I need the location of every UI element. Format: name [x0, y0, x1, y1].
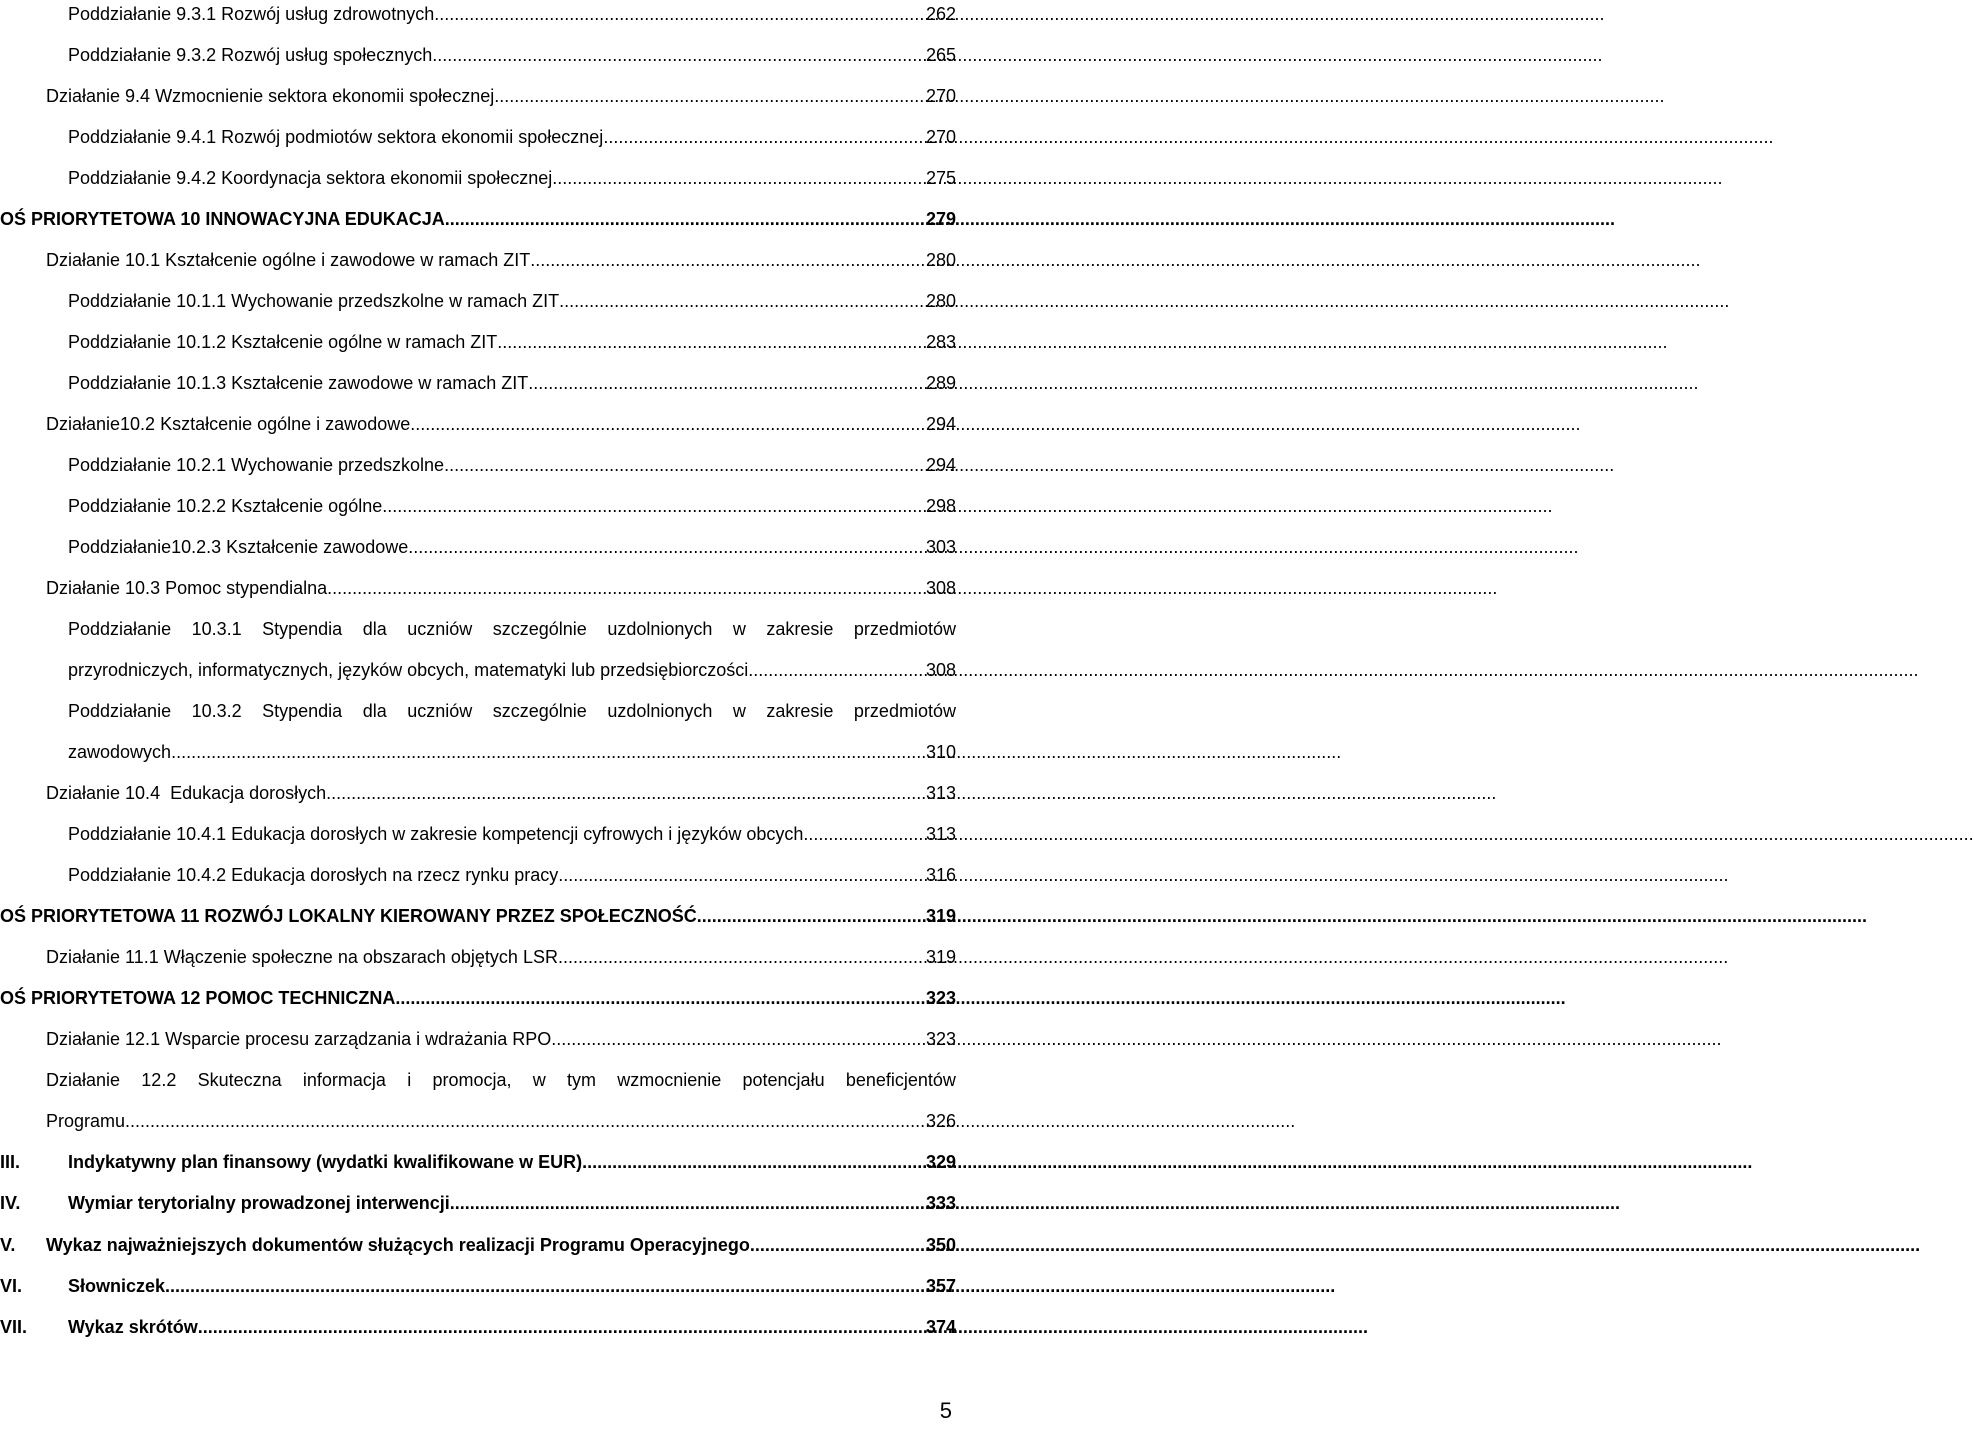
toc-entry-chapter[interactable]: [0, 1151, 956, 1173]
toc-entry-chapter[interactable]: [0, 1275, 956, 1297]
toc-entry-roman: VII.: [0, 1317, 28, 1337]
toc-entry-page: 279: [925, 209, 956, 229]
toc-entry[interactable]: [46, 249, 956, 271]
toc-entry-page: 303: [925, 537, 956, 557]
toc-entry-title: Poddziałanie 9.3.1 Rozwój usług zdrowotnych: [68, 4, 435, 24]
toc-entry-chapter[interactable]: [0, 1192, 956, 1214]
toc-entry-title: OŚ PRIORYTETOWA 12 POMOC TECHNICZNA: [0, 988, 396, 1008]
toc-entry[interactable]: [68, 44, 956, 66]
toc-entry-chapter[interactable]: [0, 1316, 956, 1338]
toc-entry-page: 294: [925, 455, 956, 475]
toc-entry[interactable]: [46, 1110, 956, 1132]
toc-entry-title: Poddziałanie 9.3.2 Rozwój usług społecznych: [68, 45, 433, 65]
toc-entry-priority-axis[interactable]: [0, 208, 956, 230]
toc-entry[interactable]: [68, 372, 956, 394]
toc-entry-page: 326: [925, 1111, 956, 1131]
toc-entry[interactable]: [68, 126, 956, 148]
toc-entry-page: 333: [925, 1193, 956, 1213]
toc-entry-title: Poddziałanie 10.1.1 Wychowanie przedszkolne w ramach ZIT: [68, 291, 560, 311]
toc-entry-page: 265: [925, 45, 956, 65]
page-number: 5: [939, 1398, 952, 1423]
toc-entry-page: 283: [925, 332, 956, 352]
toc-entry-title: Działanie 10.3 Pomoc stypendialna: [46, 578, 328, 598]
toc-entry-page: 319: [925, 906, 956, 926]
toc-entry-line1[interactable]: Poddziałanie 10.3.1 Stypendia dla uczniów szczególnie uzdolnionych w zakresie przedmiotów: [68, 619, 956, 639]
toc-entry-page: 323: [925, 1029, 956, 1049]
toc-entry[interactable]: [68, 290, 956, 312]
toc-entry[interactable]: [68, 536, 956, 558]
toc-entry-roman: VI.: [0, 1276, 23, 1296]
toc-entry[interactable]: [46, 85, 956, 107]
toc-entry-title: Poddziałanie 9.4.2 Koordynacja sektora ekonomii społecznej: [68, 168, 553, 188]
toc-entry-title: Działanie 10.1 Kształcenie ogólne i zawodowe w ramach ZIT: [46, 250, 531, 270]
toc-entry-chapter[interactable]: [0, 1234, 956, 1256]
toc-entry-page: 294: [925, 414, 956, 434]
toc-entry-title: Poddziałanie 10.2.2 Kształcenie ogólne: [68, 496, 383, 516]
toc-entry-title: Indykatywny plan finansowy (wydatki kwalifikowane w EUR): [68, 1152, 583, 1172]
toc-entry-title: Działanie 12.1 Wsparcie procesu zarządzania i wdrażania RPO: [46, 1029, 552, 1049]
toc-entry-page: 313: [925, 783, 956, 803]
toc-entry-title: Wykaz skrótów: [68, 1317, 198, 1337]
toc-entry-title: OŚ PRIORYTETOWA 11 ROZWÓJ LOKALNY KIEROWANY PRZEZ SPOŁECZNOŚĆ: [0, 906, 697, 926]
toc-entry-title: Poddziałanie 10.4.2 Edukacja dorosłych na rzecz rynku pracy: [68, 865, 559, 885]
toc-entry-page: 374: [925, 1317, 956, 1337]
toc-entry-page: 319: [925, 947, 956, 967]
toc-entry[interactable]: [68, 167, 956, 189]
toc-entry-line1[interactable]: Poddziałanie 10.3.2 Stypendia dla uczniów szczególnie uzdolnionych w zakresie przedmiotów: [68, 701, 956, 721]
toc-entry-page: 298: [925, 496, 956, 516]
toc-entry-title: Wymiar terytorialny prowadzonej interwencji: [68, 1193, 450, 1213]
toc-entry[interactable]: [46, 1028, 956, 1050]
toc-entry-title: OŚ PRIORYTETOWA 10 INNOWACYJNA EDUKACJA: [0, 209, 445, 229]
toc-entry-title: przyrodniczych, informatycznych, języków obcych, matematyki lub przedsiębiorczości: [68, 660, 749, 680]
toc-entry-title: Poddziałanie 10.2.1 Wychowanie przedszkolne: [68, 455, 445, 475]
toc-entry-title: Wykaz najważniejszych dokumentów służących realizacji Programu Operacyjnego: [46, 1235, 750, 1255]
toc-entry[interactable]: [68, 495, 956, 517]
toc-entry-page: 308: [925, 578, 956, 598]
toc-entry[interactable]: [68, 659, 956, 681]
toc-entry-page: 270: [925, 86, 956, 106]
toc-entry-title: Działanie 9.4 Wzmocnienie sektora ekonomii społecznej: [46, 86, 495, 106]
toc-entry[interactable]: [68, 3, 956, 25]
toc-entry[interactable]: [68, 823, 956, 845]
toc-entry-line1[interactable]: Działanie 12.2 Skuteczna informacja i promocja, w tym wzmocnienie potencjału beneficjentów: [46, 1070, 956, 1090]
toc-entry-page: 357: [925, 1276, 956, 1296]
toc-entry-page: 280: [925, 250, 956, 270]
toc-entry[interactable]: [68, 331, 956, 353]
toc-entry-page: 310: [925, 742, 956, 762]
toc-entry[interactable]: [68, 454, 956, 476]
toc-entry-title: Poddziałanie 9.4.1 Rozwój podmiotów sektora ekonomii społecznej: [68, 127, 604, 147]
toc-entry-page: 350: [925, 1235, 956, 1255]
toc-entry[interactable]: [46, 413, 956, 435]
toc-entry-title: Działanie 11.1 Włączenie społeczne na obszarach objętych LSR: [46, 947, 558, 967]
toc-entry-title: Działanie10.2 Kształcenie ogólne i zawodowe: [46, 414, 411, 434]
toc-entry[interactable]: [46, 577, 956, 599]
toc-entry[interactable]: [46, 946, 956, 968]
toc-entry-title: Poddziałanie 10.1.2 Kształcenie ogólne w ramach ZIT: [68, 332, 498, 352]
toc-entry-title: Poddziałanie10.2.3 Kształcenie zawodowe: [68, 537, 409, 557]
toc-entry-title: Poddziałanie 10.4.1 Edukacja dorosłych w zakresie kompetencji cyfrowych i języków obcych: [68, 824, 804, 844]
toc-entry-priority-axis[interactable]: [0, 905, 956, 927]
toc-entry-roman: V.: [0, 1235, 16, 1255]
toc-entry-page: 316: [925, 865, 956, 885]
toc-entry-page: 313: [925, 824, 956, 844]
toc-entry[interactable]: [68, 741, 956, 763]
toc-entry-page: 275: [925, 168, 956, 188]
toc-entry-priority-axis[interactable]: [0, 987, 956, 1009]
toc-entry[interactable]: [46, 782, 956, 804]
toc-entry[interactable]: [68, 864, 956, 886]
toc-entry-page: 323: [925, 988, 956, 1008]
toc-entry-page: 270: [925, 127, 956, 147]
toc-entry-title: Poddziałanie 10.1.3 Kształcenie zawodowe w ramach ZIT: [68, 373, 529, 393]
toc-entry-page: 280: [925, 291, 956, 311]
toc-entry-page: 262: [925, 4, 956, 24]
toc-entry-page: 308: [925, 660, 956, 680]
toc-entry-page: 289: [925, 373, 956, 393]
toc-entry-title: Programu: [46, 1111, 126, 1131]
toc-entry-roman: III.: [0, 1152, 21, 1172]
toc-entry-title: zawodowych: [68, 742, 172, 762]
toc-entry-roman: IV.: [0, 1193, 21, 1213]
toc-entry-page: 329: [925, 1152, 956, 1172]
toc-entry-title: Słowniczek: [68, 1276, 166, 1296]
toc-entry-title: Działanie 10.4 Edukacja dorosłych: [46, 783, 327, 803]
